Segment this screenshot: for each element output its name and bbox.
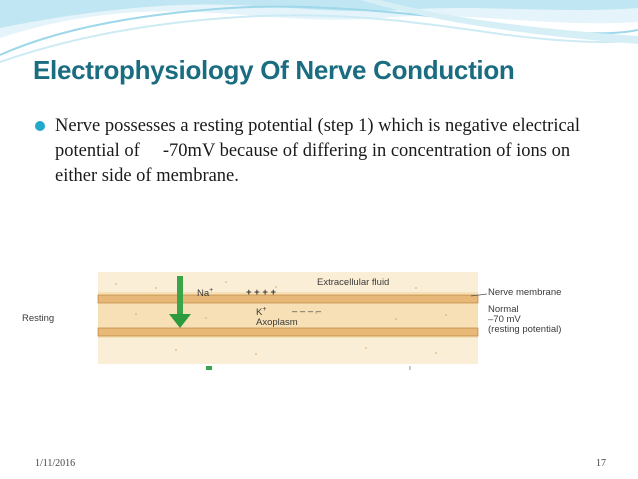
positive-charges: + + + + — [246, 287, 277, 298]
sodium-symbol: Na — [197, 288, 210, 300]
axoplasm-label: Axoplasm — [256, 317, 298, 328]
sodium-charge: + — [209, 287, 214, 294]
bullet-item: Nerve possesses a resting potential (step 1) which is negative electrical potential of -70mV because of differing in concentration of ions on either side of membrane. — [55, 116, 585, 186]
normal-label: Normal — [488, 304, 519, 315]
page-number: 17 — [596, 458, 606, 469]
footer-date: 1/11/2016 — [35, 458, 76, 469]
potassium-charge: + — [262, 306, 267, 313]
slide-title: Electrophysiology Of Nerve Conduction — [33, 55, 515, 85]
bullet-dot-icon — [35, 121, 45, 131]
sodium-ion-label — [197, 287, 213, 299]
resting-label: Resting — [22, 313, 55, 324]
resting-potential-label: (resting potential) — [488, 324, 562, 335]
potassium-symbol: K — [256, 307, 263, 319]
bullet-list — [33, 114, 593, 189]
membrane-voltage-label: –70 mV — [488, 314, 521, 325]
resting-potential-diagram — [16, 266, 619, 370]
negative-charges: – – – – — [292, 306, 322, 317]
nerve-membrane-label: Nerve membrane — [488, 287, 562, 298]
extracellular-fluid-label: Extracellular fluid — [317, 277, 390, 288]
